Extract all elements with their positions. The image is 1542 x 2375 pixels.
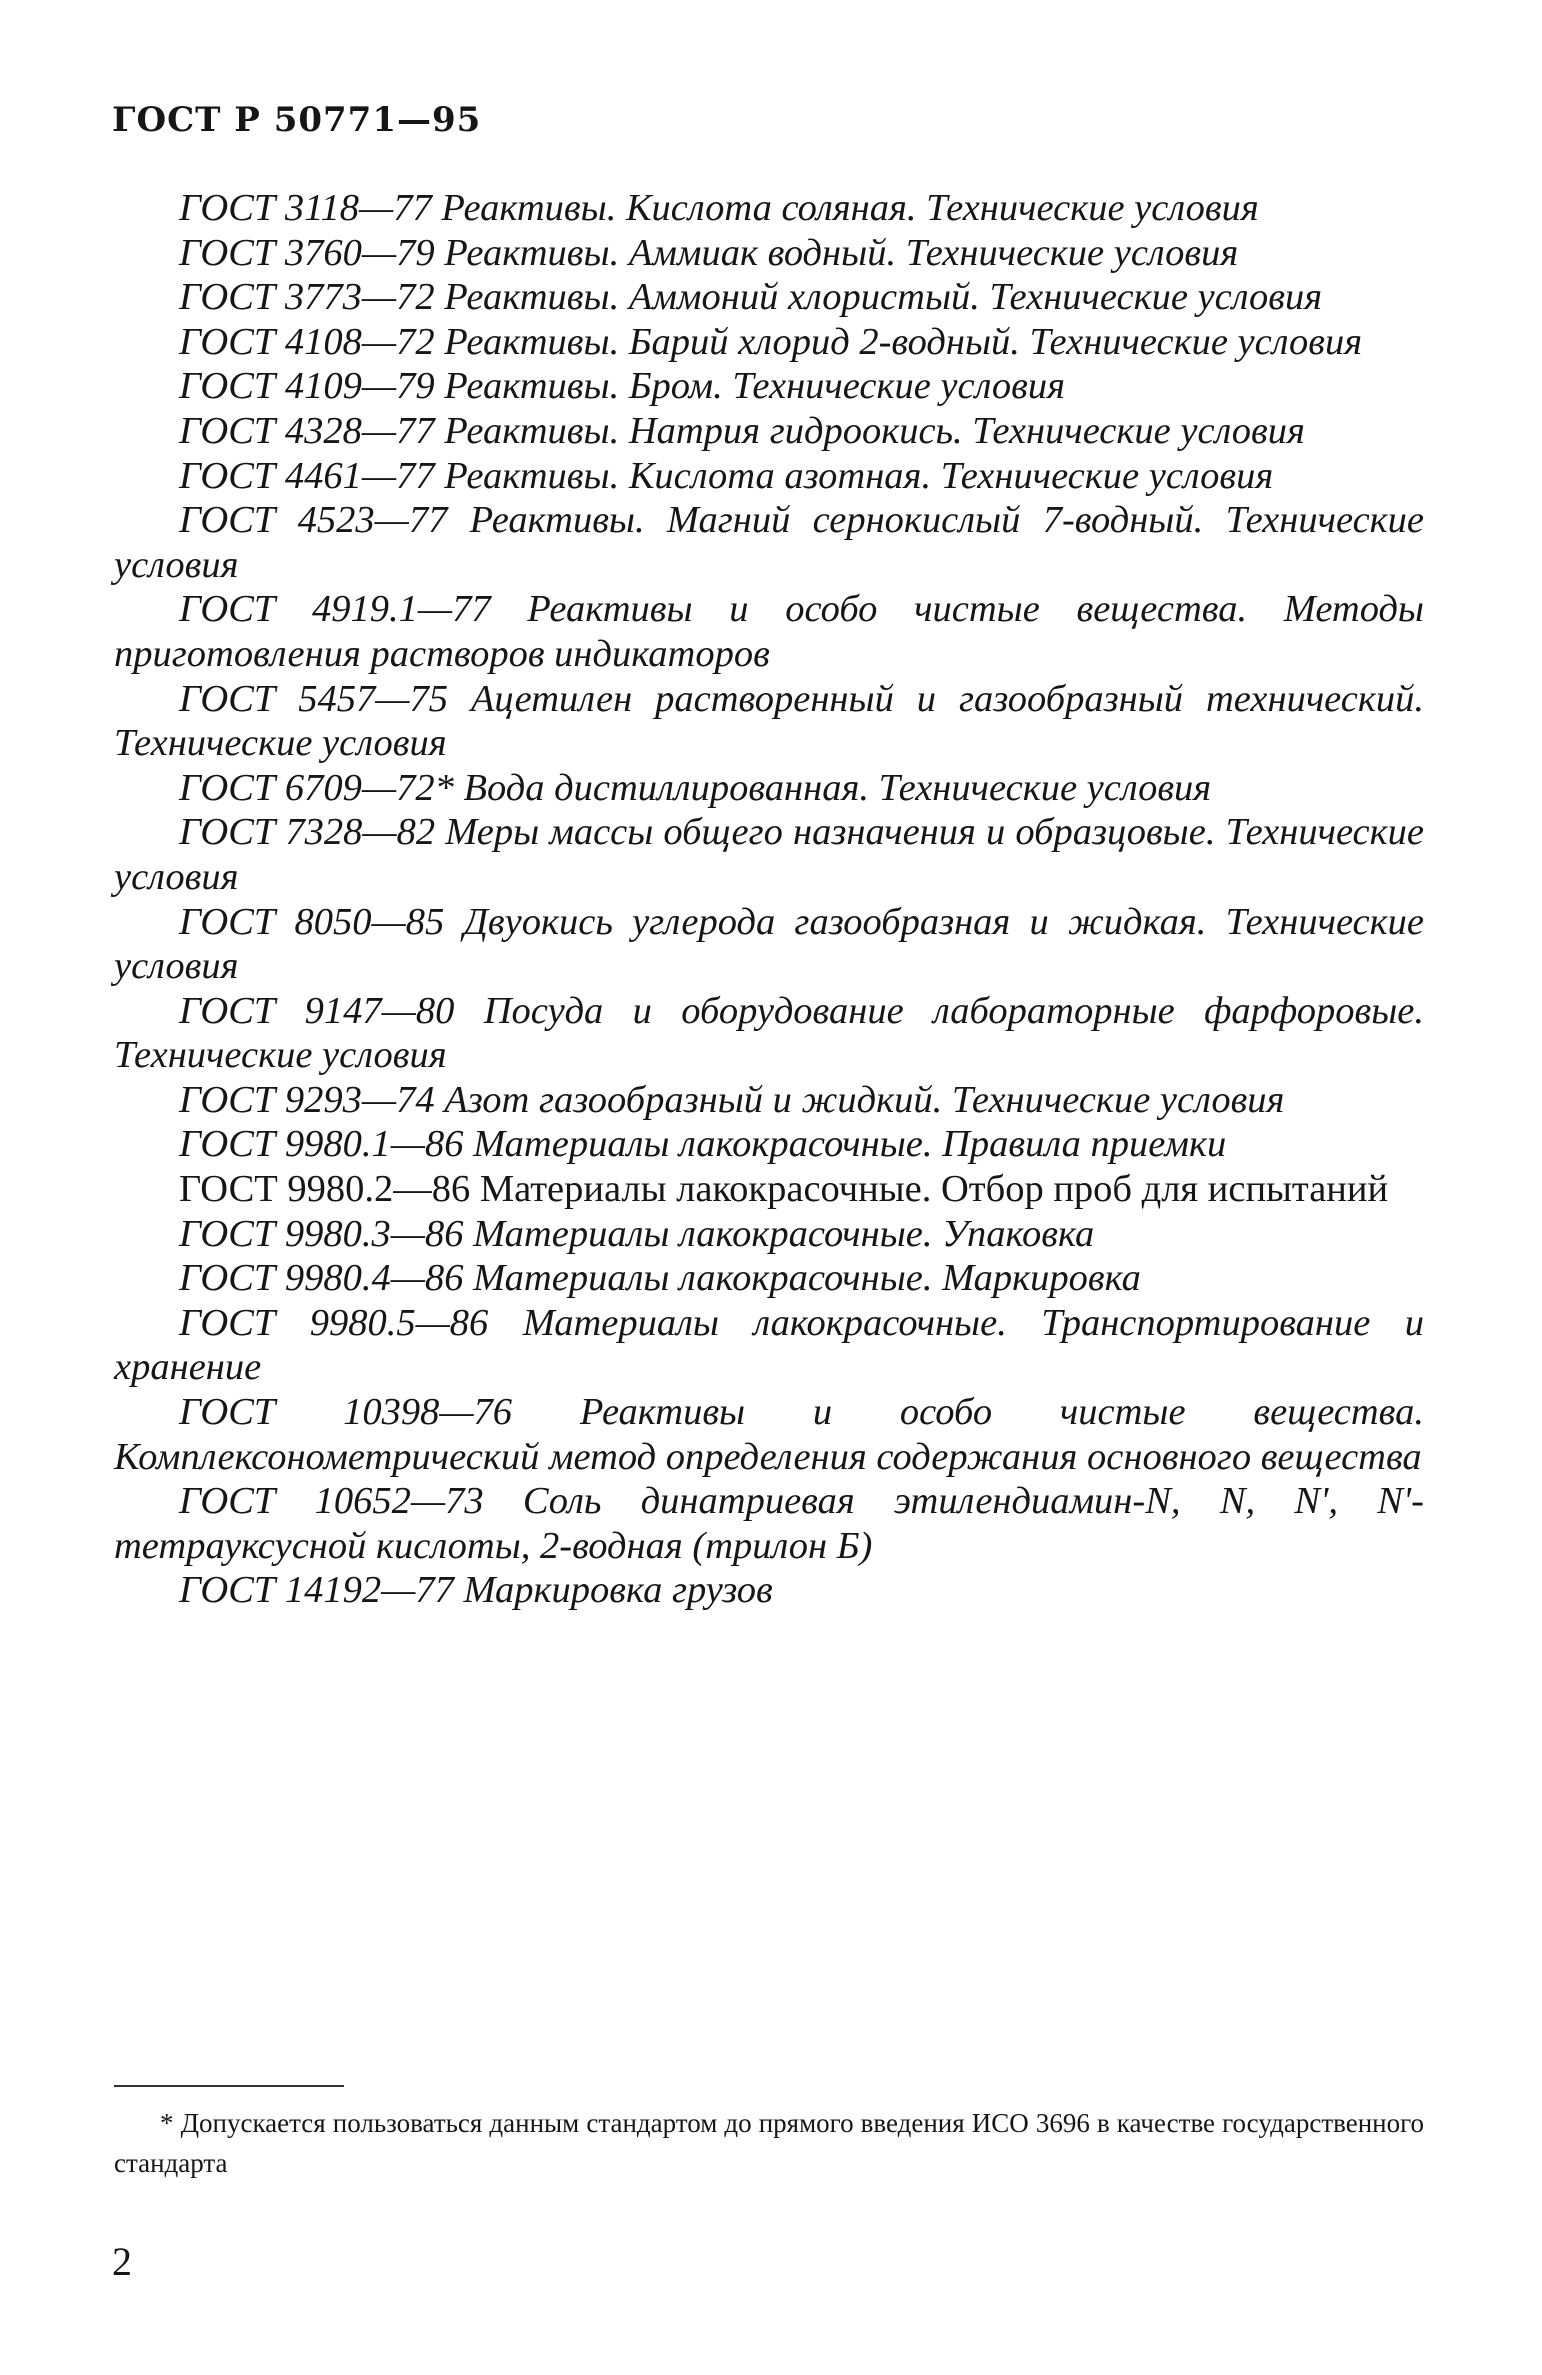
footnote-divider — [114, 2085, 344, 2087]
reference-entry: ГОСТ 9980.4—86 Материалы лакокрасочные. Маркировка — [179, 1257, 1141, 1300]
reference-entry: ГОСТ 4919.1—77 Реактивы и особо чистые вещества. Методы приготовления растворов индикаторов — [114, 588, 1424, 675]
reference-entry: ГОСТ 10652—73 Соль динатриевая этилендиамин-N, N, N', N'-тетрауксусной кислоты, 2-водная (трилон Б) — [114, 1480, 1424, 1567]
page-header: ГОСТ Р 50771—95 — [112, 100, 482, 140]
reference-entry: ГОСТ 9980.1—86 Материалы лакокрасочные. Правила приемки — [179, 1123, 1227, 1166]
reference-entry: ГОСТ 9980.2—86 Материалы лакокрасочные. Отбор проб для испытаний — [179, 1168, 1389, 1211]
reference-entry: ГОСТ 14192—77 Маркировка грузов — [179, 1569, 773, 1612]
reference-entry: ГОСТ 9293—74 Азот газообразный и жидкий. Технические условия — [179, 1078, 1285, 1121]
reference-entry: ГОСТ 9147—80 Посуда и оборудование лабораторные фарфоровые. Технические условия — [114, 989, 1424, 1077]
reference-entry: ГОСТ 3760—79 Реактивы. Аммиак водный. Технические условия — [179, 231, 1239, 274]
reference-entry: ГОСТ 8050—85 Двуокись углерода газообразная и жидкая. Технические условия — [114, 900, 1424, 988]
reference-entry: ГОСТ 10398—76 Реактивы и особо чистые вещества. Комплексонометрический метод определения содержания основного вещества — [114, 1391, 1424, 1478]
reference-entry: ГОСТ 3118—77 Реактивы. Кислота соляная. Технические условия — [179, 187, 1259, 229]
reference-entry: ГОСТ 6709—72* Вода дистиллированная. Технические условия — [179, 766, 1212, 809]
reference-entry: ГОСТ 9980.3—86 Материалы лакокрасочные. Упаковка — [179, 1212, 1095, 1255]
reference-entry: ГОСТ 4328—77 Реактивы. Натрия гидроокись. Технические условия — [179, 409, 1305, 452]
reference-entry: ГОСТ 7328—82 Меры массы общего назначения и образцовые. Технические условия — [114, 811, 1424, 898]
reference-entry: ГОСТ 4461—77 Реактивы. Кислота азотная. Технические условия — [179, 454, 1274, 497]
reference-entry: ГОСТ 3773—72 Реактивы. Аммоний хлористый. Технические условия — [179, 276, 1323, 319]
reference-entry: ГОСТ 4108—72 Реактивы. Барий хлорид 2-водный. Технические условия — [179, 320, 1363, 363]
reference-entry: ГОСТ 4109—79 Реактивы. Бром. Технические условия — [179, 365, 1065, 408]
normative-references-list — [114, 186, 1424, 1613]
reference-entry: ГОСТ 4523—77 Реактивы. Магний сернокислый 7-водный. Технические условия — [114, 499, 1424, 586]
page-number: 2 — [112, 2239, 132, 2284]
reference-entry: ГОСТ 5457—75 Ацетилен растворенный и газообразный технический. Технические условия — [114, 677, 1424, 765]
footnote: * Допускается пользоваться данным стандартом до прямого введения ИСО 3696 в качестве государственного стандарта — [114, 2108, 1424, 2178]
reference-entry: ГОСТ 9980.5—86 Материалы лакокрасочные. Транспортирование и хранение — [114, 1301, 1424, 1389]
